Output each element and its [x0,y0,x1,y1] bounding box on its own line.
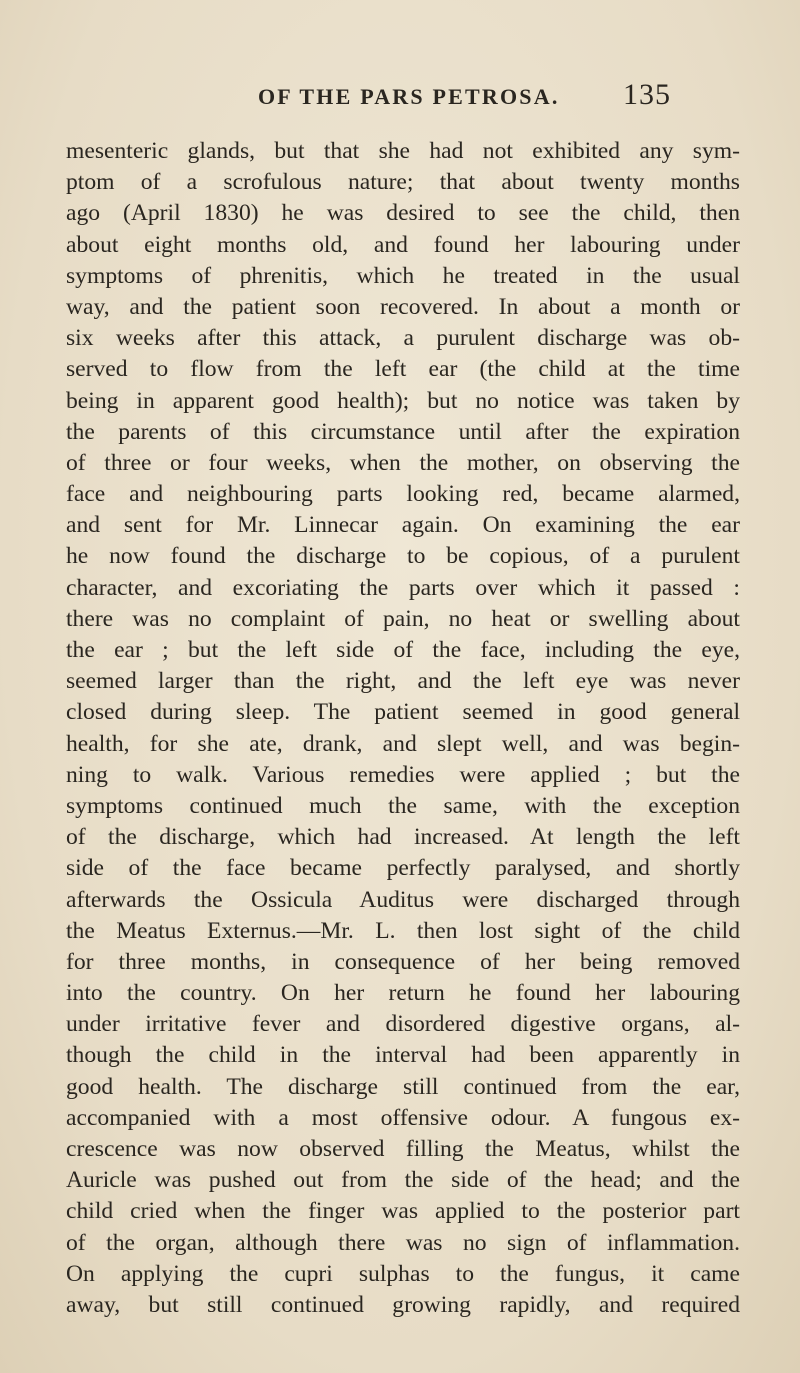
body-text [66,136,740,1321]
text-line: symptoms continued much the same, with the exception [66,792,740,819]
text-line: accompanied with a most offensive odour. A fungous ex- [66,1104,740,1131]
text-line: there was no complaint of pain, no heat or swelling about [66,605,740,632]
text-line: health, for she ate, drank, and slept well, and was begin- [66,730,740,757]
text-line: about eight months old, and found her labouring under [66,231,740,258]
text-line: face and neighbouring parts looking red, became alarmed, [66,481,740,508]
text-line: away, but still continued growing rapidly, and required [66,1291,740,1318]
text-line: the parents of this circumstance until after the expiration [66,418,740,445]
text-line: into the country. On her return he found her labouring [66,980,740,1007]
text-line: six weeks after this attack, a purulent discharge was ob- [66,325,740,352]
running-title: OF THE PARS PETROSA. [258,84,560,109]
text-line: for three months, in consequence of her being removed [66,948,740,975]
text-line: way, and the patient soon recovered. In about a month or [66,293,740,320]
page-number: 135 [623,78,671,111]
text-line: character, and excoriating the parts over which it passed : [66,574,740,601]
text-line: under irritative fever and disordered digestive organs, al- [66,1011,740,1038]
text-line: served to flow from the left ear (the child at the time [66,356,740,383]
text-line: afterwards the Ossicula Auditus were discharged through [66,886,740,913]
text-line: symptoms of phrenitis, which he treated in the usual [66,262,740,289]
text-line: of the discharge, which had increased. At length the left [66,824,740,851]
text-line: and sent for Mr. Linnecar again. On examining the ear [66,512,740,539]
text-line: of three or four weeks, when the mother, on observing the [66,449,740,476]
text-line: closed during sleep. The patient seemed in good general [66,699,740,726]
text-line: ning to walk. Various remedies were applied ; but the [66,761,740,788]
text-line: he now found the discharge to be copious, of a purulent [66,543,740,570]
text-line: Auricle was pushed out from the side of the head; and the [66,1167,740,1194]
running-head [0,78,800,114]
text-line: crescence was now observed filling the Meatus, whilst the [66,1136,740,1162]
text-line: side of the face became perfectly paralysed, and shortly [66,855,740,882]
text-line: child cried when the finger was applied to the posterior part [66,1198,740,1225]
text-line: the ear ; but the left side of the face, including the eye, [66,637,740,663]
text-line: good health. The discharge still continued from the ear, [66,1073,740,1100]
text-line: of the organ, although there was no sign of inflammation. [66,1229,740,1256]
text-line: mesenteric glands, but that she had not exhibited any sym- [66,138,740,164]
text-line: seemed larger than the right, and the left eye was never [66,668,740,695]
text-line: being in apparent good health); but no notice was taken by [66,387,740,414]
text-line: the Meatus Externus.—Mr. L. then lost sight of the child [66,917,740,944]
text-line: ago (April 1830) he was desired to see the child, then [66,200,740,227]
text-line: ptom of a scrofulous nature; that about twenty months [66,169,740,196]
text-line: though the child in the interval had been apparently in [66,1042,740,1069]
text-line: On applying the cupri sulphas to the fungus, it came [66,1260,740,1287]
